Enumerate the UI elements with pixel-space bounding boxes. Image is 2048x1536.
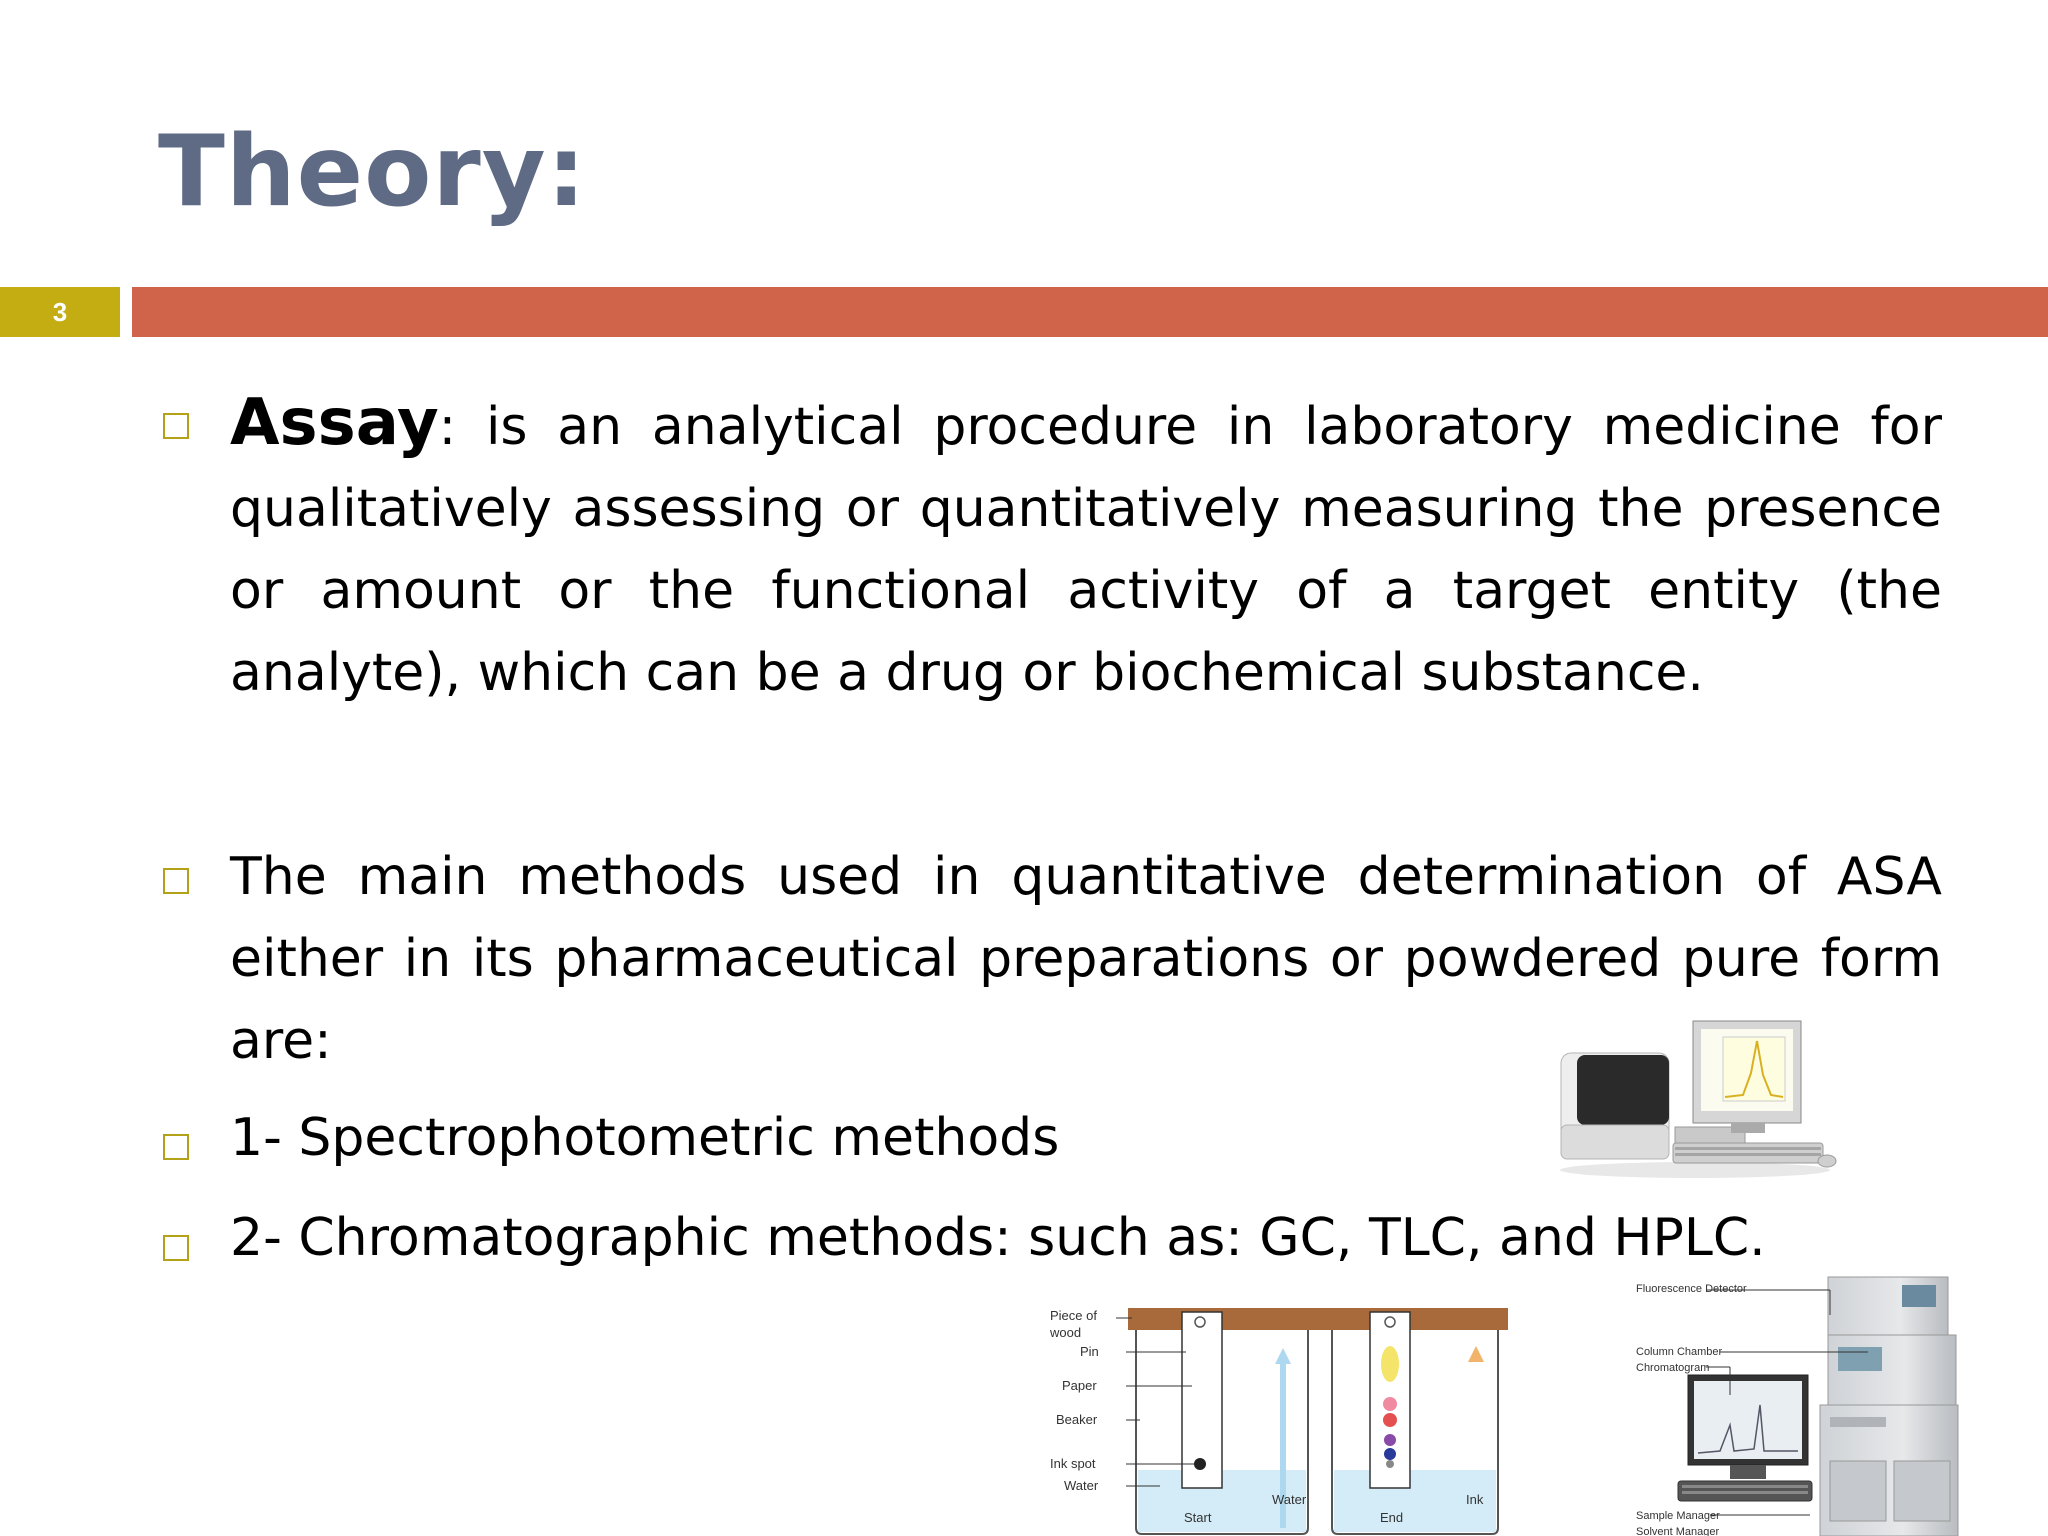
label-start: Start [1184, 1510, 1212, 1525]
label-solvent-manager: Solvent Manager [1636, 1526, 1720, 1536]
label-fluorescence-detector: Fluorescence Detector [1636, 1283, 1747, 1295]
label-end: End [1380, 1510, 1404, 1525]
label-chromatogram: Chromatogram [1636, 1362, 1710, 1374]
method-spectrophotometric: 1- Spectrophotometric methods [230, 1108, 1060, 1168]
label-pin: Pin [1080, 1344, 1099, 1359]
paper-chromatography-diagram [1040, 1298, 1520, 1536]
label-water-left: Water [1064, 1478, 1099, 1493]
label-beaker: Beaker [1056, 1412, 1098, 1427]
assay-separator: : [438, 397, 457, 457]
label-ink-arrow: Ink [1466, 1492, 1484, 1507]
spectrophotometer-image [1555, 1015, 1840, 1180]
slide-number: 3 [52, 297, 68, 327]
assay-term: Assay [230, 386, 439, 460]
label-paper: Paper [1062, 1378, 1097, 1393]
label-ink-spot: Ink spot [1050, 1456, 1096, 1471]
bullet-square-icon [163, 1235, 189, 1261]
assay-definition [230, 382, 1942, 714]
label-column-chamber: Column Chamber [1636, 1346, 1723, 1358]
label-piece-of: Piece of [1050, 1308, 1097, 1323]
method-chromatographic: 2- Chromatographic methods: such as: GC, TLC, and HPLC. [230, 1208, 1766, 1268]
hplc-system-image [1630, 1275, 2048, 1536]
methods-intro: The main methods used in quantitative determination of ASA either in its pharmaceutical preparations or powdered pure form are: [230, 847, 1942, 1071]
accent-bar [132, 287, 2048, 337]
bullet-square-icon [163, 868, 189, 894]
slide-title: Theory: [158, 115, 587, 229]
assay-text: is an analytical procedure in laboratory medicine for qualitatively assessing or quantitatively measuring the presence or amount or the functional activity of a target entity (the analyte), which can be a drug or biochemical substance. [230, 397, 1942, 703]
label-wood: wood [1050, 1325, 1082, 1340]
bullet-square-icon [163, 1134, 189, 1160]
label-sample-manager: Sample Manager [1636, 1510, 1720, 1522]
label-water-arrow: Water [1272, 1492, 1307, 1507]
bullet-square-icon [163, 413, 189, 439]
